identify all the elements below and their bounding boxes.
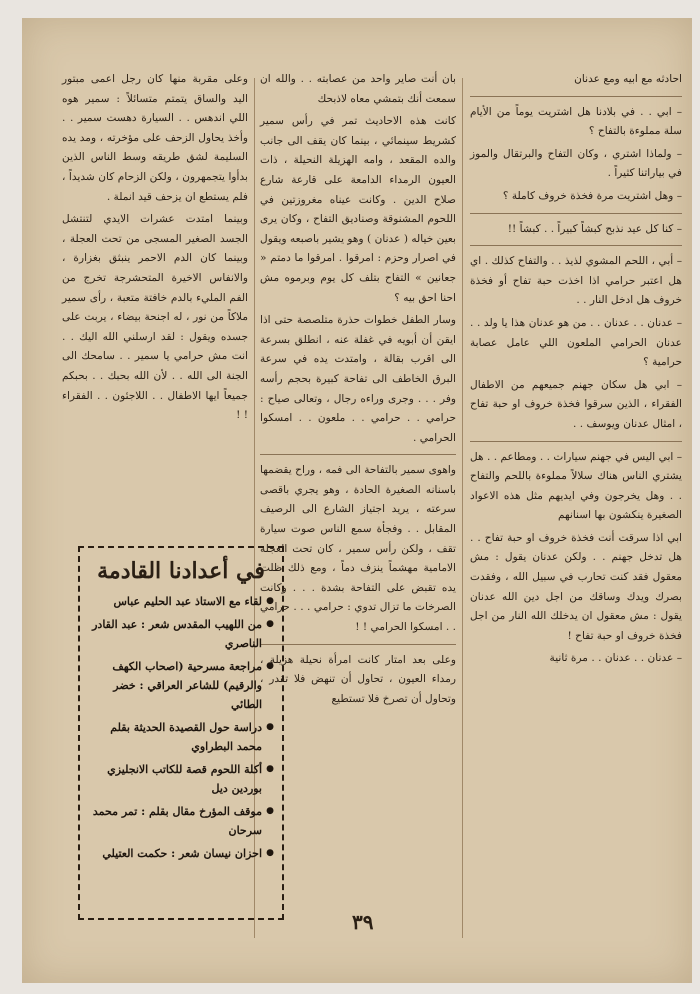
paragraph: وسار الطفل خطوات حذرة متلصصة حتى اذا ايقن أن أبويه في غفلة عنه ، انطلق بسرعة الى اقرب بقالة ، وامتدت يده في سرعة البرق الخاطف الى تفاحة كبيرة بحجم رأسه وفر . . . وجرى وراءه رجال ، وتعالى صياح : حرامي . . حرامي . . ملعون . . امسكوا الحرامي . — [260, 314, 456, 444]
list-item: ● دراسة حول القصيدة الحديثة بقلم محمد البطراوي — [88, 718, 274, 756]
divider — [260, 644, 456, 645]
next-issue-list — [88, 592, 274, 863]
paragraph: واهوى سمير بالتفاحة الى فمه ، وراح يقضمها باسنانه الصغيرة الحادة ، وهو يجري باقصى سرعته ، يريد اجتياز الشارع الى الرصيف المقابل . . وفجأة سمع الناس صوت سيارة تقف ، ولكن رأس سمير ، كان تحت العجلة الامامية مهشماً ينزف دماً ، ومع ذلك ظلت يده تقبض على التفاحة بشدة . . . وكانت الصرخات ما تزال تدوي : حرامي . . . حرامي . . امسكوا الحرامي ! ! — [260, 464, 456, 634]
divider — [260, 454, 456, 455]
paragraph: بان أنت صاير واحد من عصابته . . والله ان سمعت أنك بتمشي معاه لاذبحك — [260, 73, 456, 105]
paragraph: احادثه مع ابيه ومع عدنان — [574, 73, 682, 85]
paragraph: – ابي اليس في جهنم سيارات . . ومطاعم . . هل يشتري الناس هناك سلالاً مملوءة باللحم والتفاح . . وهل يخرجون وفي ايديهم مثل هذه الاعواد الصغيرة ينكشون بها اسنانهم — [470, 450, 682, 522]
list-item: ● لقاء مع الاستاذ عبد الحليم عباس — [88, 592, 274, 611]
paragraph: وعلى بعد امتار كانت امرأة نحيلة هزيلة ، رمداء العيون ، تحاول أن تنهض فلا تقدر ، وتحاول أن تصرخ فلا تستطيع — [260, 653, 456, 705]
paragraph: ابي اذا سرقت أنت فخذة خروف او حبة تفاح . . هل تدخل جهنم . . ولكن عدنان يقول : مش معقول فقد كنت تحارب في سبيل الله ، وفقدت بصرك ويدك وساقك من اجل دين الله عدنان يقول : مش معقول ان يدخلك الله النار من اجل فخذة خروف او حبة تفاح ! — [470, 531, 682, 642]
list-item: ● مراجعة مسرحية (اصحاب الكهف والرقيم) للشاعر العراقي : خضر الطائي — [88, 657, 274, 714]
paragraph: – عدنان . . عدنان . . مرة ثانية — [549, 652, 682, 665]
divider — [470, 441, 682, 442]
column-left — [62, 70, 248, 429]
divider — [470, 245, 682, 246]
list-item: ● احزان نيسان شعر : حكمت العتيلي — [88, 844, 274, 863]
paragraph: – ابي . . في بلادنا هل اشتريت يوماً من الأيام سلة مملوءة بالتفاح ؟ — [470, 105, 682, 138]
column-middle — [260, 70, 456, 712]
paragraph: وبينما امتدت عشرات الايدي لتنتشل الجسد الصغير المسجى من تحت العجلة ، وبينما كان الدم الاحمر ينبثق بغزارة ، والانفاس الاخيرة المتحشرجة تخرج من الفم المليء بالدم خافتة متعبة ، رأى سمير ملاكاً من نور ، له اجنحة بيضاء ، يربت على جسده ويقول : لقد ارسلني الله اليك . . انت مش حرامي يا سمير . . سامحك الى الجنة الى الله . . لأن الله بحبك . . بحبكم جميعاً ايها الاطفال . . اللاجئون . . الفقراء ! ! — [62, 213, 248, 422]
magazine-page — [22, 18, 692, 983]
paragraph: – كنا كل عيد نذبح كبشاً كبيراً . . كبشاً !! — [507, 222, 682, 235]
list-item: ● من اللهيب المقدس شعر : عبد القادر الناصري — [88, 615, 274, 653]
page-number: ٣٩ — [352, 910, 374, 934]
next-issue-title: في أعدادنا القادمة — [97, 558, 265, 584]
paragraph: – عدنان . . عدنان . . من هو عدنان هذا يا ولد . . عدنان الحرامي الملعون اللي عامل عصابة حرامية ؟ — [470, 316, 682, 369]
list-item: ● موقف المؤرخ مقال بقلم : تمر محمد سرحان — [88, 802, 274, 840]
divider — [470, 96, 682, 97]
paragraph: – وهل اشتريت مرة فخذة خروف كاملة ؟ — [502, 189, 682, 202]
column-right — [470, 70, 682, 672]
list-item: ● أكلة اللحوم قصة للكاتب الانجليزي بوردين ديل — [88, 760, 274, 798]
next-issue-box — [78, 546, 284, 920]
column-rule — [462, 78, 463, 938]
paragraph: – أبي ، اللحم المشوي لذيذ . . والتفاح كذلك . اي هل اعتبر حرامي اذا اخذت حبة تفاح أو فخذة خروف هل ادخل النار . . — [470, 255, 682, 307]
paragraph: كانت هذه الاحاديث تمر في رأس سمير كشريط سينمائي ، بينما كان يقف الى جانب والده المقعد ، وامه الهزيلة النحيلة ، ذات العيون الرمداء الدامعة على قارعة شارع صلاح الدين . وكانت عيناه مغروزتين في اللحوم المشنوقة وصناديق التفاح ، وكان يرى بعين خياله ( عدنان ) وهو يشير باصبعه ويقول في اصرار وحزم : امرقوا . امرقوا ما دمتم « جعانين » التفاح بتلف كل يوم وبرموه مش احنا احق بيه ؟ — [260, 115, 456, 304]
paragraph: وعلى مقربة منها كان رجل اعمى مبتور اليد والساق يتمتم متسائلاً : سمير هوه اللي اندهس . . السيارة دهست سمير . . وأخذ يحاول الزحف على مؤخرته ، ومد يده السليمة لشق طريقه وسط الناس الذين بدأوا يتجمهرون ، ولكن الزحام كان شديداً ، فلم يستطع ان يزحف قيد انملة . — [62, 73, 248, 203]
paragraph: – ولماذا اشتري ، وكان التفاح والبرتقال والموز في بياراتنا كثيراً . — [470, 147, 682, 180]
paragraph: – ابي هل سكان جهنم جميعهم من الاطفال الفقراء ، الذين سرقوا فخذة خروف او حبة تفاح ، امثال عدنان ويوسف . . — [470, 378, 682, 430]
divider — [470, 213, 682, 214]
